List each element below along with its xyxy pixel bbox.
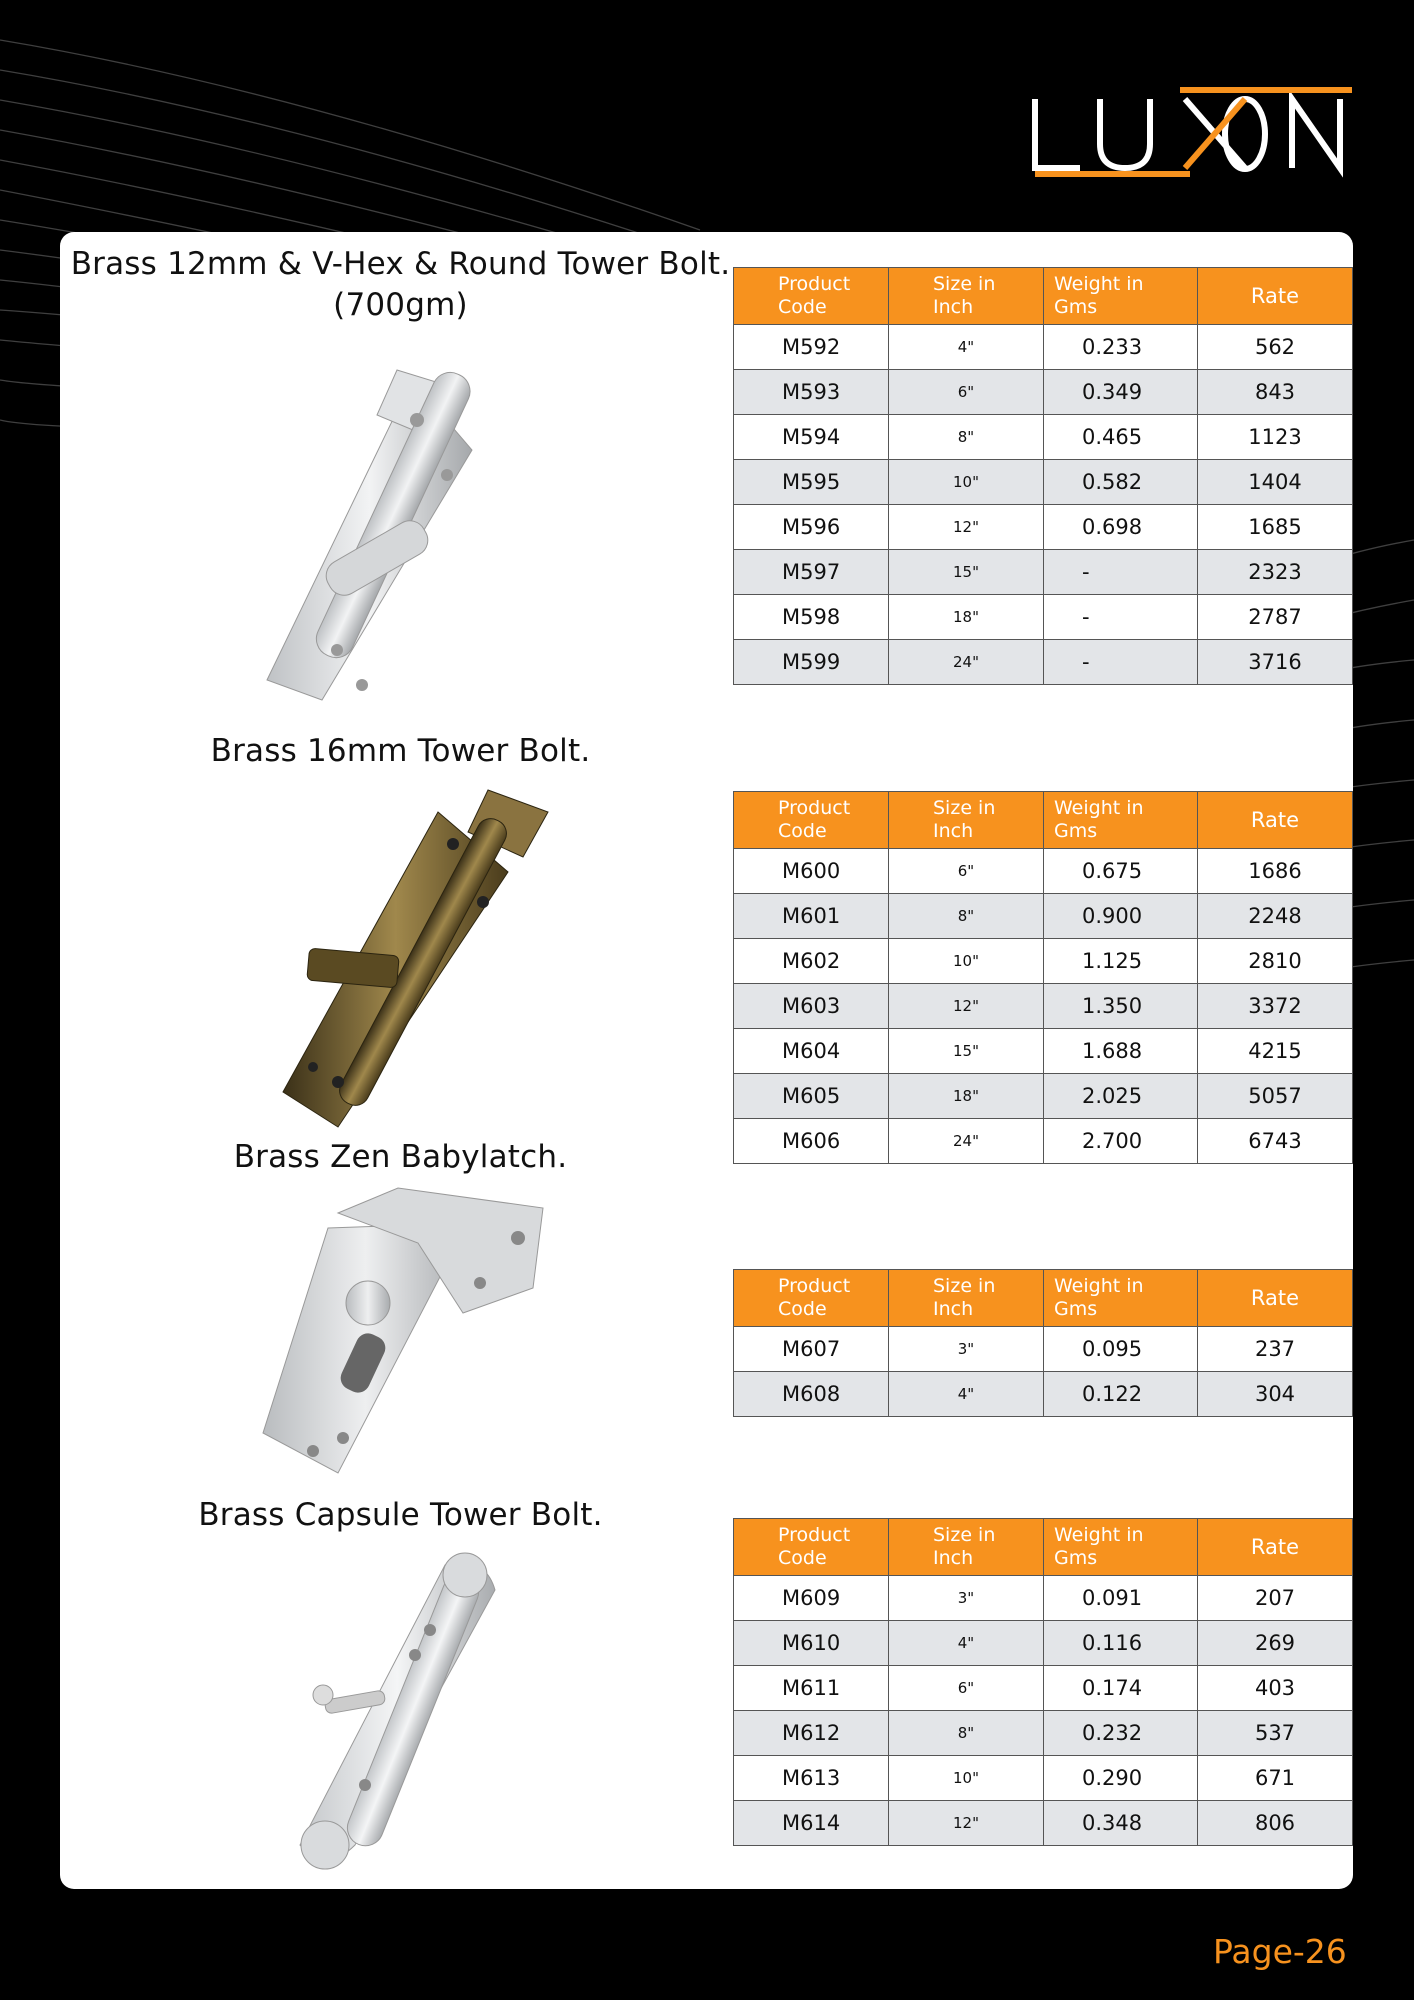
cell-code: M602 [734,939,889,984]
table-row [734,1029,1353,1074]
table-row [734,505,1353,550]
table-row [734,1801,1353,1846]
cell-rate: 304 [1198,1372,1353,1417]
luxon-logo [1030,82,1360,182]
cell-weight: 0.233 [1044,325,1198,370]
price-table-babylatch [733,1269,1353,1417]
col-header-size: Size in Inch [889,792,1044,849]
cell-rate: 207 [1198,1576,1353,1621]
section-title-16mm-tower-bolt [68,731,733,772]
cell-rate: 1404 [1198,460,1353,505]
table-row [734,939,1353,984]
title-line: (700gm) [333,287,468,323]
title-line: Brass Capsule Tower Bolt. [198,1497,603,1533]
tower-bolt-silver-image [262,350,562,730]
cell-code: M595 [734,460,889,505]
title-line: Brass 16mm Tower Bolt. [210,733,591,769]
cell-rate: 3372 [1198,984,1353,1029]
cell-rate: 671 [1198,1756,1353,1801]
table-row [734,1372,1353,1417]
cell-code: M592 [734,325,889,370]
cell-code: M605 [734,1074,889,1119]
cell-weight: 0.174 [1044,1666,1198,1711]
cell-weight: 0.095 [1044,1327,1198,1372]
cell-code: M607 [734,1327,889,1372]
price-table-capsule [733,1518,1353,1846]
cell-weight: 2.700 [1044,1119,1198,1164]
col-header-size: Size in Inch [889,1270,1044,1327]
cell-rate: 4215 [1198,1029,1353,1074]
cell-code: M606 [734,1119,889,1164]
cell-size: 6" [889,370,1044,415]
table-row [734,370,1353,415]
cell-code: M600 [734,849,889,894]
cell-size: 4" [889,325,1044,370]
cell-code: M609 [734,1576,889,1621]
cell-size: 18" [889,1074,1044,1119]
table-row [734,984,1353,1029]
cell-code: M603 [734,984,889,1029]
cell-size: 18" [889,595,1044,640]
cell-code: M613 [734,1756,889,1801]
cell-size: 6" [889,849,1044,894]
cell-size: 4" [889,1621,1044,1666]
cell-size: 8" [889,894,1044,939]
cell-weight: 1.350 [1044,984,1198,1029]
cell-size: 10" [889,460,1044,505]
cell-rate: 403 [1198,1666,1353,1711]
cell-rate: 269 [1198,1621,1353,1666]
col-header-rate: Rate [1198,792,1353,849]
col-header-product-code: Product Code [734,1270,889,1327]
cell-code: M599 [734,640,889,685]
cell-rate: 2323 [1198,550,1353,595]
cell-weight: 2.025 [1044,1074,1198,1119]
price-table-12mm [733,267,1353,685]
col-header-rate: Rate [1198,1519,1353,1576]
cell-size: 15" [889,1029,1044,1074]
cell-size: 8" [889,415,1044,460]
col-header-rate: Rate [1198,1270,1353,1327]
cell-size: 3" [889,1576,1044,1621]
cell-size: 10" [889,939,1044,984]
cell-rate: 5057 [1198,1074,1353,1119]
cell-rate: 6743 [1198,1119,1353,1164]
cell-code: M611 [734,1666,889,1711]
cell-weight: 0.116 [1044,1621,1198,1666]
cell-weight: - [1044,640,1198,685]
section-title-12mm-tower-bolt [68,244,733,326]
cell-rate: 806 [1198,1801,1353,1846]
table-row [734,1621,1353,1666]
cell-size: 12" [889,984,1044,1029]
cell-weight: - [1044,550,1198,595]
section-title-capsule-tower-bolt [68,1495,733,1536]
cell-size: 3" [889,1327,1044,1372]
title-line: Brass Zen Babylatch. [233,1139,568,1175]
table-row [734,849,1353,894]
cell-rate: 537 [1198,1711,1353,1756]
cell-size: 4" [889,1372,1044,1417]
logo-mark [1030,82,1360,182]
cell-rate: 237 [1198,1327,1353,1372]
table-row [734,894,1353,939]
cell-weight: 0.698 [1044,505,1198,550]
cell-size: 24" [889,640,1044,685]
col-header-weight: Weight in Gms [1044,1270,1198,1327]
cell-rate: 1685 [1198,505,1353,550]
table-row [734,460,1353,505]
cell-size: 15" [889,550,1044,595]
tower-bolt-antique-image [278,782,568,1132]
table-row [734,1327,1353,1372]
cell-weight: 0.582 [1044,460,1198,505]
cell-size: 12" [889,505,1044,550]
cell-code: M604 [734,1029,889,1074]
cell-rate: 2248 [1198,894,1353,939]
table-row [734,1756,1353,1801]
col-header-weight: Weight in Gms [1044,268,1198,325]
cell-weight: 0.900 [1044,894,1198,939]
page-number: Page-26 [1213,1932,1347,1971]
cell-weight: 0.290 [1044,1756,1198,1801]
cell-weight: 0.675 [1044,849,1198,894]
cell-weight: 0.091 [1044,1576,1198,1621]
table-row [734,1666,1353,1711]
col-header-size: Size in Inch [889,268,1044,325]
cell-weight: 0.349 [1044,370,1198,415]
table-row [734,550,1353,595]
cell-weight: 1.125 [1044,939,1198,984]
cell-rate: 562 [1198,325,1353,370]
cell-weight: 0.348 [1044,1801,1198,1846]
cell-rate: 1123 [1198,415,1353,460]
cell-weight: 0.232 [1044,1711,1198,1756]
table-row [734,595,1353,640]
col-header-product-code: Product Code [734,792,889,849]
cell-rate: 1686 [1198,849,1353,894]
cell-rate: 2810 [1198,939,1353,984]
table-row [734,415,1353,460]
col-header-size: Size in Inch [889,1519,1044,1576]
cell-rate: 843 [1198,370,1353,415]
cell-rate: 2787 [1198,595,1353,640]
cell-size: 6" [889,1666,1044,1711]
col-header-product-code: Product Code [734,268,889,325]
cell-weight: 0.465 [1044,415,1198,460]
col-header-weight: Weight in Gms [1044,1519,1198,1576]
cell-code: M614 [734,1801,889,1846]
cell-size: 12" [889,1801,1044,1846]
cell-size: 24" [889,1119,1044,1164]
cell-size: 10" [889,1756,1044,1801]
cell-size: 8" [889,1711,1044,1756]
cell-code: M601 [734,894,889,939]
table-row [734,1074,1353,1119]
cell-weight: 0.122 [1044,1372,1198,1417]
col-header-rate: Rate [1198,268,1353,325]
cell-code: M596 [734,505,889,550]
table-row [734,1711,1353,1756]
cell-code: M597 [734,550,889,595]
cell-weight: 1.688 [1044,1029,1198,1074]
cell-rate: 3716 [1198,640,1353,685]
section-title-zen-babylatch [68,1137,733,1178]
cell-weight: - [1044,595,1198,640]
cell-code: M608 [734,1372,889,1417]
cell-code: M594 [734,415,889,460]
col-header-product-code: Product Code [734,1519,889,1576]
cell-code: M612 [734,1711,889,1756]
col-header-weight: Weight in Gms [1044,792,1198,849]
price-table-16mm [733,791,1353,1164]
cell-code: M610 [734,1621,889,1666]
capsule-tower-bolt-image [285,1545,535,1875]
title-line: Brass 12mm & V-Hex & Round Tower Bolt. [70,246,731,282]
table-row [734,1576,1353,1621]
babylatch-image [258,1183,548,1483]
table-row [734,640,1353,685]
cell-code: M598 [734,595,889,640]
table-row [734,325,1353,370]
table-row [734,1119,1353,1164]
cell-code: M593 [734,370,889,415]
